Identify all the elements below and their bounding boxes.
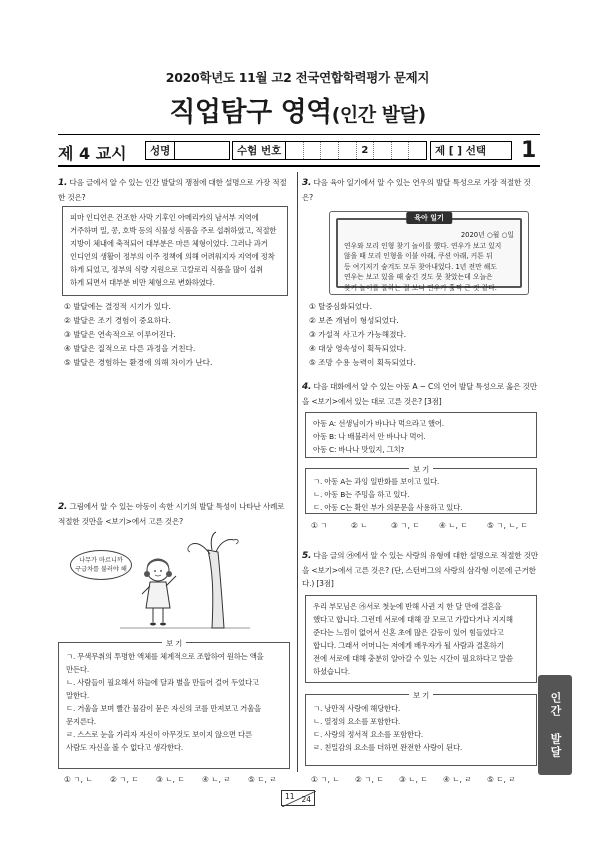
question-1-passage bbox=[62, 206, 288, 296]
question-4-bogi bbox=[305, 465, 537, 514]
diary-line: 연우는 보고 있을 때 숨긴 것도 못 찾았는데 오늘은 bbox=[344, 273, 493, 281]
footer-page: 11 bbox=[285, 792, 295, 801]
choice-4[interactable]: ④ ㄴ, ㄷ bbox=[439, 521, 468, 530]
question-3-text: 다음 육아 일기에서 알 수 있는 연우의 발달 특성으로 가장 적절한 것은? bbox=[302, 178, 531, 202]
choice-2[interactable]: ② ㄱ, ㄷ bbox=[110, 775, 139, 784]
choice-5[interactable]: ⑤ 조망 수용 능력이 획득되었다. bbox=[309, 358, 416, 367]
dialogue-line: 아동 C: 바나나 맛있지, 그치? bbox=[313, 445, 405, 454]
bogi-item: ㄷ. 사랑의 정서적 요소를 포함한다. bbox=[313, 730, 424, 739]
question-2-bogi bbox=[58, 639, 290, 769]
diary-line: 찾기 놀이를 잘하는 걸 보니 연우가 훌쩍 큰 것 같다. bbox=[344, 283, 497, 292]
question-3-prompt bbox=[302, 176, 538, 204]
bogi-item: ㄹ. 스스로 눈을 가리자 자신이 아무것도 보이지 않으면 다른 bbox=[66, 730, 252, 739]
choice-4[interactable]: ④ ㄴ, ㄹ bbox=[443, 775, 472, 784]
choice-5[interactable]: ⑤ 발달은 경험하는 환경에 의해 차이가 난다. bbox=[64, 358, 213, 367]
bogi-item: 문지른다. bbox=[66, 717, 96, 726]
period-label: 제 4 교시 bbox=[58, 144, 127, 163]
choice-5[interactable]: ⑤ ㄱ, ㄴ, ㄷ bbox=[487, 521, 528, 530]
exam-number-field[interactable] bbox=[232, 141, 427, 160]
footer-total: 24 bbox=[301, 795, 311, 804]
question-5-bogi bbox=[305, 691, 537, 766]
bogi-item: ㄱ. 낭만적 사랑에 해당한다. bbox=[313, 704, 401, 713]
subject-side-tab bbox=[538, 675, 572, 775]
question-2-number: 2. bbox=[58, 502, 68, 512]
question-3-choices bbox=[309, 300, 416, 370]
bogi-item: ㄷ. 거울을 보며 빨간 물감이 묻은 자신의 코를 만져보고 거울을 bbox=[66, 704, 261, 713]
choice-3[interactable]: ③ 가설적 사고가 가능해졌다. bbox=[309, 330, 407, 339]
dialogue-line: 아동 A: 선생님이가 바나나 먹으라고 했어. bbox=[313, 419, 444, 428]
question-5-passage bbox=[305, 595, 537, 683]
choice-4[interactable]: ④ ㄴ, ㄹ bbox=[202, 775, 231, 784]
choice-1[interactable]: ① ㄱ bbox=[311, 521, 328, 530]
question-2-choices bbox=[64, 774, 288, 785]
question-1-prompt bbox=[58, 176, 290, 204]
tree-girl-illustration bbox=[120, 528, 250, 633]
bogi-item: 말한다. bbox=[66, 691, 89, 700]
bogi-item: ㄱ. 무색무취의 투명한 액체를 체계적으로 조합하여 원하는 액을 bbox=[66, 652, 264, 661]
choice-2[interactable]: ② 발달은 조기 경험이 중요하다. bbox=[64, 316, 171, 325]
choice-field[interactable] bbox=[430, 141, 512, 160]
question-1-text: 다음 글에서 알 수 있는 인간 발달의 쟁점에 대한 설명으로 가장 적절한 것은? bbox=[58, 178, 287, 202]
choice-3[interactable]: ③ ㄴ, ㄷ bbox=[156, 775, 185, 784]
passage-line: 전에 서로에 대해 충분히 알아갈 수 있는 시간이 필요하다고 말씀 bbox=[313, 654, 513, 663]
exam-top-title: 2020학년도 11월 고2 전국연합학력평가 문제지 bbox=[165, 70, 430, 85]
question-5-choices bbox=[311, 774, 527, 785]
question-4-text: 다음 대화에서 알 수 있는 아동 A ~ C의 언어 발달 특성으로 옳은 것만을 <보기>에서 있는 대로 고른 것은? [3점] bbox=[302, 382, 537, 406]
page-number: 1 bbox=[521, 138, 537, 163]
passage-line: 거주하며 밀, 콩, 호박 등의 식물성 식품을 주로 섭취하였고, 적절한 bbox=[70, 226, 277, 235]
header-rule-bottom bbox=[58, 165, 540, 167]
choice-2[interactable]: ② ㄱ, ㄷ bbox=[355, 775, 384, 784]
bogi-item: ㄹ. 친밀감의 요소를 더하면 완전한 사랑이 된다. bbox=[313, 743, 463, 752]
question-1-choices bbox=[64, 300, 212, 370]
bogi-item: 사람도 자신을 볼 수 없다고 생각한다. bbox=[66, 743, 183, 752]
question-4-number: 4. bbox=[302, 382, 312, 392]
question-5-number: 5. bbox=[302, 551, 312, 561]
header-rule-top bbox=[58, 134, 540, 135]
choice-1[interactable]: ① 발달에는 결정적 시기가 있다. bbox=[64, 302, 171, 311]
bubble-line: 구급차를 불러야 해 bbox=[75, 566, 127, 573]
bogi-label: 보 기 bbox=[409, 463, 433, 476]
question-3-number: 3. bbox=[302, 178, 312, 188]
name-field-label: 성명 bbox=[146, 142, 175, 159]
passage-line: 하게 되었고, 정부의 식량 지원으로 고칼로리 식품을 많이 섭취 bbox=[70, 265, 263, 274]
page-footer bbox=[281, 790, 315, 806]
diary-title: 육아 일기 bbox=[406, 212, 452, 224]
question-1-number: 1. bbox=[58, 178, 68, 188]
bogi-item: ㄴ. 아동 B는 주밍을 하고 있다. bbox=[313, 490, 410, 499]
question-4-choices bbox=[311, 520, 537, 531]
passage-line: 했다고 합니다. 그런데 서로에 대해 잘 모르고 가깝다거나 지지해 bbox=[313, 615, 513, 624]
question-2-prompt bbox=[58, 500, 290, 528]
passage-line: 준다는 느낌이 없어서 신혼 초에 많은 갈등이 있어 힘들었다고 bbox=[313, 628, 504, 637]
choice-1[interactable]: ① 탈중심화되었다. bbox=[309, 302, 372, 311]
bogi-item: ㄴ. 열정의 요소를 포함한다. bbox=[313, 717, 401, 726]
bogi-label: 보 기 bbox=[409, 689, 433, 702]
column-divider bbox=[297, 172, 298, 772]
dialogue-line: 아동 B: 나 배불러서 안 바나나 먹어. bbox=[313, 432, 426, 441]
choice-3[interactable]: ③ ㄱ, ㄷ bbox=[391, 521, 420, 530]
passage-line: 합니다. 그래서 어머니는 저에게 배우자가 될 사람과 결혼하기 bbox=[313, 641, 504, 650]
passage-line: 하셨습니다. bbox=[313, 667, 350, 676]
exam-number-digit: 2 bbox=[357, 142, 375, 159]
question-4-dialogue bbox=[305, 412, 537, 458]
subject-title-sub: (인간 발달) bbox=[331, 104, 426, 126]
diary-line: 등 여기저기 숨겨도 모두 찾아내었다. 1년 전만 해도 bbox=[344, 262, 497, 271]
question-5-prompt bbox=[302, 549, 538, 591]
choice-1[interactable]: ① ㄱ, ㄴ bbox=[64, 775, 93, 784]
passage-line: 지방이 체내에 축적되어 대부분은 마른 체형이었다. 그러나 과거 bbox=[70, 239, 268, 248]
bogi-item: 만든다. bbox=[66, 665, 89, 674]
choice-field-label: 제 [ ] 선택 bbox=[435, 145, 486, 157]
bogi-item: ㄴ. 사람들이 필요해서 하늘에 달과 별을 만들어 걸어 두었다고 bbox=[66, 678, 259, 687]
speech-bubble bbox=[70, 550, 132, 580]
question-5-text: 다음 글의 ㉮에서 알 수 있는 사랑의 유형에 대한 설명으로 적절한 것만을 <보기>에서 고른 것은? (단, 스턴버그의 사랑의 삼각형 이론에 근거한다.) [3점] bbox=[302, 551, 538, 588]
choice-5[interactable]: ⑤ ㄷ, ㄹ bbox=[248, 775, 277, 784]
diary-date: 2020년 ○월 ○일 bbox=[460, 231, 514, 239]
passage-line: 인디언의 생활이 정부의 이주 정책에 의해 어려워지자 지역에 정착 bbox=[70, 252, 275, 261]
choice-2[interactable]: ② ㄴ bbox=[351, 521, 368, 530]
passage-line: 우리 부모님은 ㉮서로 첫눈에 반해 사귄 지 한 달 만에 결혼을 bbox=[313, 602, 502, 611]
choice-2[interactable]: ② 보존 개념이 형성되었다. bbox=[309, 316, 399, 325]
question-2-text: 그림에서 알 수 있는 아동이 속한 시기의 발달 특성이 나타난 사례로 적절한 것만을 <보기>에서 고른 것은? bbox=[58, 502, 285, 526]
passage-line: 피마 인디언은 건조한 사막 기후인 아메리카의 남서부 지역에 bbox=[70, 213, 259, 222]
passage-line: 하게 되면서 대부분 비만 체형으로 변화하였다. bbox=[70, 278, 215, 287]
choice-3[interactable]: ③ 발달은 연속적으로 이루어진다. bbox=[64, 330, 176, 339]
diary-line: 연우와 모리 인형 찾기 놀이를 했다. 연우가 보고 있지 bbox=[344, 241, 502, 250]
exam-number-label: 수험 번호 bbox=[233, 142, 286, 159]
bogi-item: ㄷ. 아동 C는 확인 부가 의문문을 사용하고 있다. bbox=[313, 503, 463, 512]
side-tab-label: 인간 발달 bbox=[549, 691, 562, 759]
bogi-item: ㄱ. 아동 A는 과잉 일반화를 보이고 있다. bbox=[313, 477, 440, 486]
choice-4[interactable]: ④ 발달은 질적으로 다른 과정을 거친다. bbox=[64, 344, 196, 353]
bubble-line: 나무가 마르니까 bbox=[79, 557, 123, 564]
subject-title-main: 직업탐구 영역 bbox=[169, 97, 332, 128]
choice-1[interactable]: ① ㄱ, ㄴ bbox=[311, 775, 340, 784]
bogi-label: 보 기 bbox=[162, 637, 186, 650]
name-field[interactable] bbox=[145, 141, 230, 160]
choice-5[interactable]: ⑤ ㄷ, ㄹ bbox=[487, 775, 516, 784]
choice-3[interactable]: ③ ㄴ, ㄷ bbox=[399, 775, 428, 784]
diary-line: 않을 때 모리 인형을 이불 아래, 쿠션 아래, 커튼 뒤 bbox=[344, 252, 493, 260]
subject-title bbox=[0, 90, 595, 129]
choice-4[interactable]: ④ 대상 영속성이 획득되었다. bbox=[309, 344, 407, 353]
parenting-diary bbox=[329, 211, 529, 295]
question-4-prompt bbox=[302, 380, 538, 408]
diary-body bbox=[336, 218, 522, 292]
